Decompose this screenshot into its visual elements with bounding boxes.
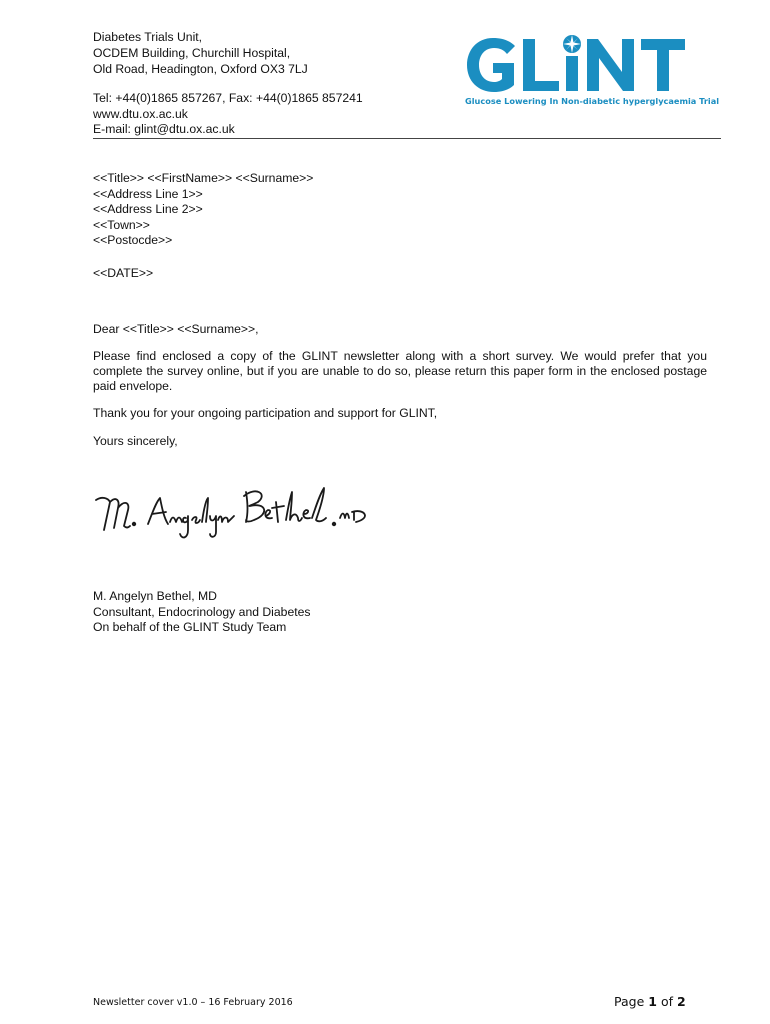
handwritten-signature [90,478,380,548]
page-current: 1 [648,994,657,1009]
body-paragraph-1: Please find enclosed a copy of the GLINT newsletter along with a short survey. We would prefer that you complete the survey online, but if you are unable to do so, please return this paper form in the enclosed postage paid envelope. [93,349,707,393]
recipient-line: <<Title>> <<FirstName>> <<Surname>> [93,171,314,185]
recipient-line: <<Address Line 2>> [93,202,203,216]
footer-version: Newsletter cover v1.0 – 16 February 2016 [93,997,293,1008]
signer-name: M. Angelyn Bethel, MD [93,589,217,603]
page-of: of [660,994,673,1009]
closing: Yours sincerely, [93,434,178,448]
page-total: 2 [676,994,686,1009]
body-paragraph-2: Thank you for your ongoing participation and support for GLINT, [93,406,438,420]
header-divider [93,138,721,139]
salutation: Dear <<Title>> <<Surname>>, [93,322,259,336]
recipient-line: <<Postocde>> [93,233,173,247]
address-line: Old Road, Headington, Oxford OX3 7LJ [93,62,308,76]
sender-address [93,29,308,77]
address-line: Diabetes Trials Unit, [93,30,203,44]
page-label: Page [614,994,645,1009]
recipient-line: <<Address Line 1>> [93,186,203,201]
signer-title: Consultant, Endocrinology and Diabetes [93,604,311,619]
recipient-line: <<Town>> [93,217,150,232]
glint-logo [463,30,721,108]
logo-tagline: Glucose Lowering In Non-diabetic hyperglycaemia Trial [465,96,720,106]
recipient-address [93,171,313,249]
contact-phone-fax: Tel: +44(0)1865 857267, Fax: +44(0)1865 857241 [93,91,363,105]
letter-date: <<DATE>> [93,266,154,280]
sender-contact [93,91,363,138]
signer-block [93,589,310,636]
contact-website: www.dtu.ox.ac.uk [93,106,188,121]
signer-team: On behalf of the GLINT Study Team [93,620,287,634]
page-number [614,994,686,1009]
contact-email: E-mail: glint@dtu.ox.ac.uk [93,122,235,136]
star-icon [563,35,581,53]
address-line: OCDEM Building, Churchill Hospital, [93,46,291,60]
